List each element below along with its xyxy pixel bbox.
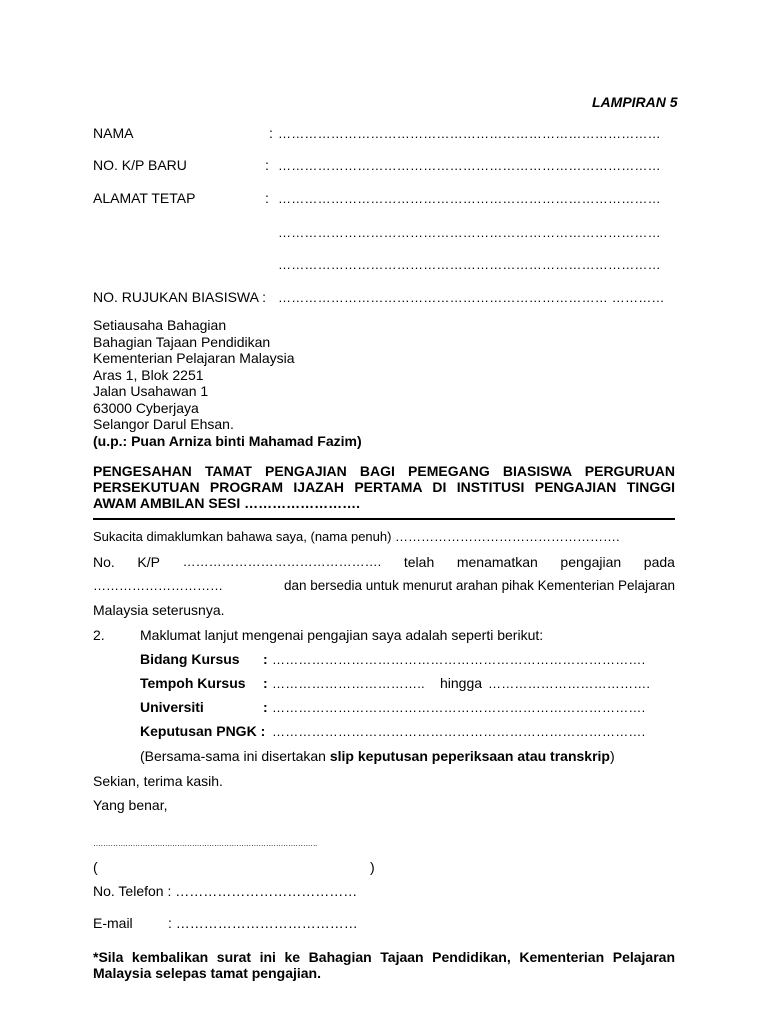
paragraph-2-number: 2. [93,627,105,643]
kp-inline-field[interactable]: ………………………………………. [182,554,382,569]
address-line: Bahagian Tajaan Pendidikan [93,333,271,350]
tempoh-label: Tempoh Kursus [140,675,246,691]
bidang-colon: : [263,651,268,667]
kp-field[interactable]: …………………………………………………………………………… [278,158,661,173]
alamat-label: ALAMAT TETAP [93,190,196,206]
nama-label: NAMA [93,125,134,141]
kp-label: NO. K/P BARU [93,157,187,173]
bidang-field[interactable]: …………………………………………………………………………. [272,652,646,667]
universiti-colon: : [263,699,268,715]
paragraph-1-line-3 [93,579,675,593]
rujukan-field[interactable]: ………………………………………………………………… ………… [278,290,665,305]
recipient-address [93,317,362,449]
attachment-note [140,749,615,763]
printed-name-field[interactable] [104,858,366,876]
email-field[interactable]: : ………………………………… [168,915,358,931]
paragraph-text: dan bersedia untuk menurut arahan pihak Kementerian Pelajaran [283,578,675,593]
nama-colon: : [269,125,273,141]
word: K/P [137,554,160,570]
address-line: Setiausaha Bahagian [93,317,227,333]
footer-line: Malaysia selepas tamat pengajian. [93,965,321,981]
note-text: (Bersama-sama ini disertakan [140,748,330,764]
telefon-field[interactable]: No. Telefon : ………………………………… [93,883,358,899]
nama-field[interactable]: …………………………………………………………………………… [278,126,661,141]
address-line: Aras 1, Blok 2251 [93,366,204,383]
rujukan-label: NO. RUJUKAN BIASISWA : [93,289,266,305]
tempoh-end-field[interactable]: ………………………………. [488,676,651,691]
paragraph-2-text: Maklumat lanjut mengenai pengajian saya adalah seperti berikut: [140,627,544,643]
address-line: Kementerian Pelajaran Malaysia [93,350,295,366]
word: menamatkan [456,554,538,570]
name-paren-open: ( [93,859,98,875]
date-inline-field[interactable]: ………………………… [93,578,223,593]
title-line: PERSEKUTUAN PROGRAM IJAZAH PERTAMA DI INSTITUSI PENGAJIAN TINGGI [93,479,675,495]
paragraph-1-line-1: Sukacita dimaklumkan bahawa saya, (nama penuh) ……………………………………………. [93,529,620,544]
address-line: Jalan Usahawan 1 [93,383,209,399]
title-line: AWAM AMBILAN SESI ……………………. [93,495,361,511]
yang-benar-text: Yang benar, [93,797,168,813]
attention-line: (u.p.: Puan Arniza binti Mahamad Fazim) [93,432,362,449]
kp-colon: : [265,157,269,173]
paragraph-1-line-2 [93,555,675,569]
title-divider [93,518,675,520]
document-title [93,463,675,511]
pngk-field[interactable]: …………………………………………………………………………. [272,724,646,739]
note-bold-text: slip keputusan peperiksaan atau transkrip [329,748,610,764]
word: No. [93,554,115,570]
pngk-label: Keputusan PNGK : [140,723,266,739]
tempoh-start-field[interactable]: …………………………….. [272,676,425,691]
universiti-label: Universiti [140,699,204,715]
sekian-text: Sekian, terima kasih. [93,773,223,789]
tempoh-hingga: hingga [440,675,483,691]
alamat-colon: : [265,190,269,206]
name-paren-close: ) [370,859,375,875]
signature-line[interactable]: ………………………………………………………………………………. [93,839,317,848]
lampiran-label: LAMPIRAN 5 [592,94,678,110]
note-text: ) [609,748,615,764]
bidang-label: Bidang Kursus [140,651,240,667]
tempoh-colon: : [263,675,268,691]
word: pengajian [560,554,622,570]
word: telah [403,554,435,570]
universiti-field[interactable]: …………………………………………………………………………. [272,700,646,715]
alamat-field-line3[interactable]: …………………………………………………………………………… [278,257,661,272]
address-line: 63000 Cyberjaya [93,399,199,416]
email-label: E-mail [93,915,133,931]
footer-line: *Sila kembalikan surat ini ke Bahagian Tajaan Pendidikan, Kementerian Pelajaran [93,949,675,965]
title-line: PENGESAHAN TAMAT PENGAJIAN BAGI PEMEGANG BIASISWA PERGURUAN [93,463,675,479]
word: pada [643,554,675,570]
address-line: Selangor Darul Ehsan. [93,416,234,432]
alamat-field-line2[interactable]: …………………………………………………………………………… [278,225,661,240]
return-instruction [93,949,675,981]
paragraph-1-line-4: Malaysia seterusnya. [93,602,225,618]
alamat-field-line1[interactable]: …………………………………………………………………………… [278,191,661,206]
